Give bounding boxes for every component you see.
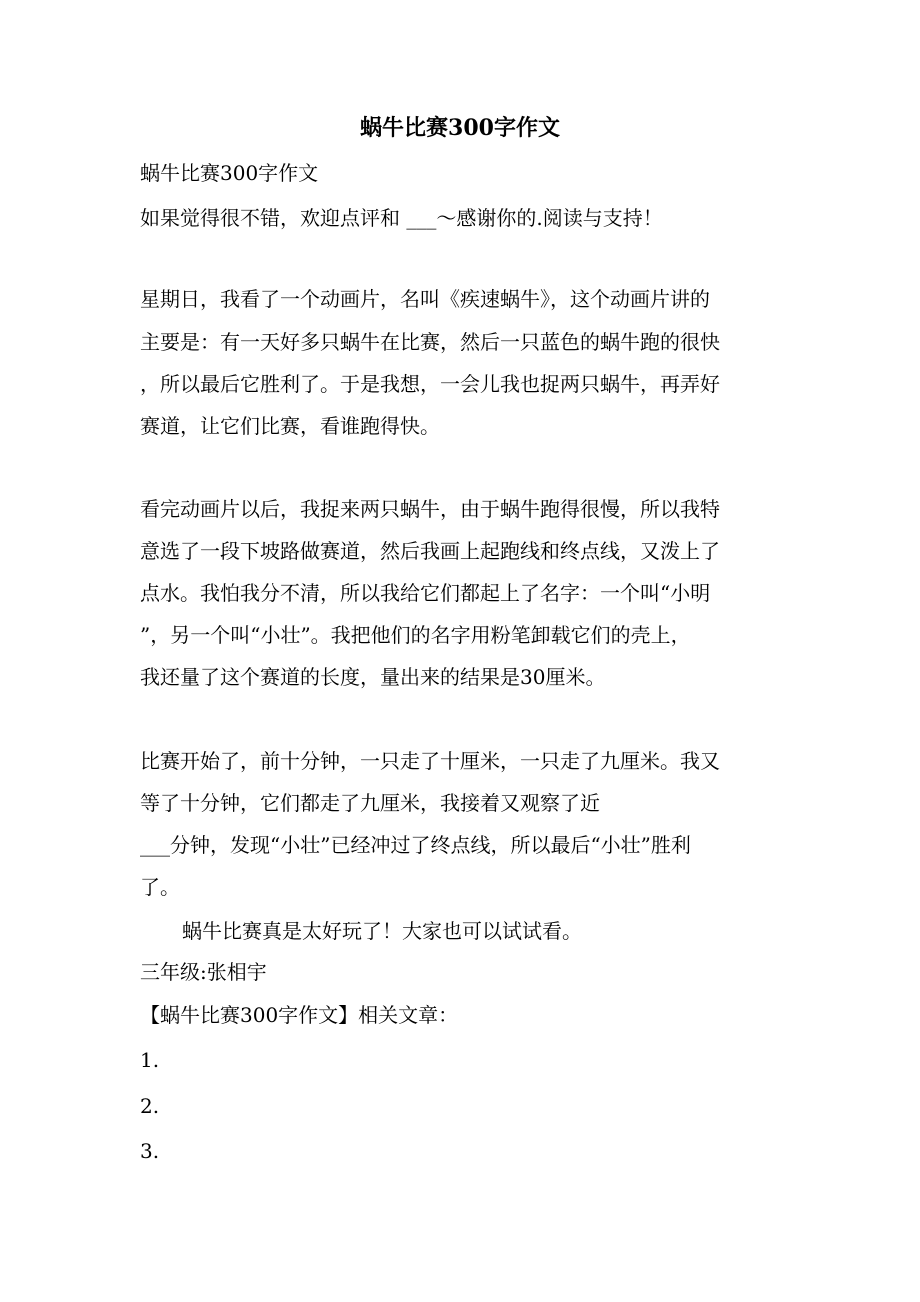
paragraph-line: 了。: [140, 875, 180, 899]
paragraph-line: 星期日，我看了一个动画片，名叫《疾速蜗牛》，这个动画片讲的: [140, 287, 710, 311]
paragraph-line: ___分钟，发现“小壮”已经冲过了终点线，所以最后“小壮”胜利: [140, 833, 691, 857]
closing-line: 蜗牛比赛真是太好玩了！大家也可以试试看。: [182, 919, 582, 943]
paragraph-line: 等了十分钟，它们都走了九厘米，我接着又观察了近: [140, 791, 600, 815]
paragraph-line: 点水。我怕我分不清，所以我给它们都起上了名字：一个叫“小明: [140, 581, 711, 605]
paragraph-line: 意选了一段下坡路做赛道，然后我画上起跑线和终点线，又泼上了: [140, 539, 720, 563]
document-title: 蜗牛比赛300字作文: [360, 115, 560, 141]
paragraph-line: 看完动画片以后，我捉来两只蜗牛，由于蜗牛跑得很慢，所以我特: [140, 497, 720, 521]
document-subtitle: 蜗牛比赛300字作文: [140, 161, 319, 185]
intro-line: 如果觉得很不错，欢迎点评和 ___～感谢你的.阅读与支持！: [140, 206, 663, 230]
paragraph-line: 主要是：有一天好多只蜗牛在比赛，然后一只蓝色的蜗牛跑的很快: [140, 330, 720, 354]
paragraph-line: 我还量了这个赛道的长度，量出来的结果是30厘米。: [140, 665, 606, 689]
paragraph-line: 比赛开始了，前十分钟，一只走了十厘米，一只走了九厘米。我又: [140, 749, 720, 773]
related-item[interactable]: 2.: [140, 1094, 160, 1118]
related-item[interactable]: 1.: [140, 1048, 160, 1072]
related-item[interactable]: 3.: [140, 1139, 160, 1163]
paragraph-line: 赛道，让它们比赛，看谁跑得快。: [140, 414, 440, 438]
author-line: 三年级:张相宇: [140, 960, 267, 984]
paragraph-line: ”，另一个叫“小壮”。我把他们的名字用粉笔卸载它们的壳上，: [140, 623, 691, 647]
related-heading: 【蜗牛比赛300字作文】相关文章：: [140, 1003, 459, 1027]
paragraph-line: ，所以最后它胜利了。于是我想，一会儿我也捉两只蜗牛，再弄好: [140, 372, 720, 396]
